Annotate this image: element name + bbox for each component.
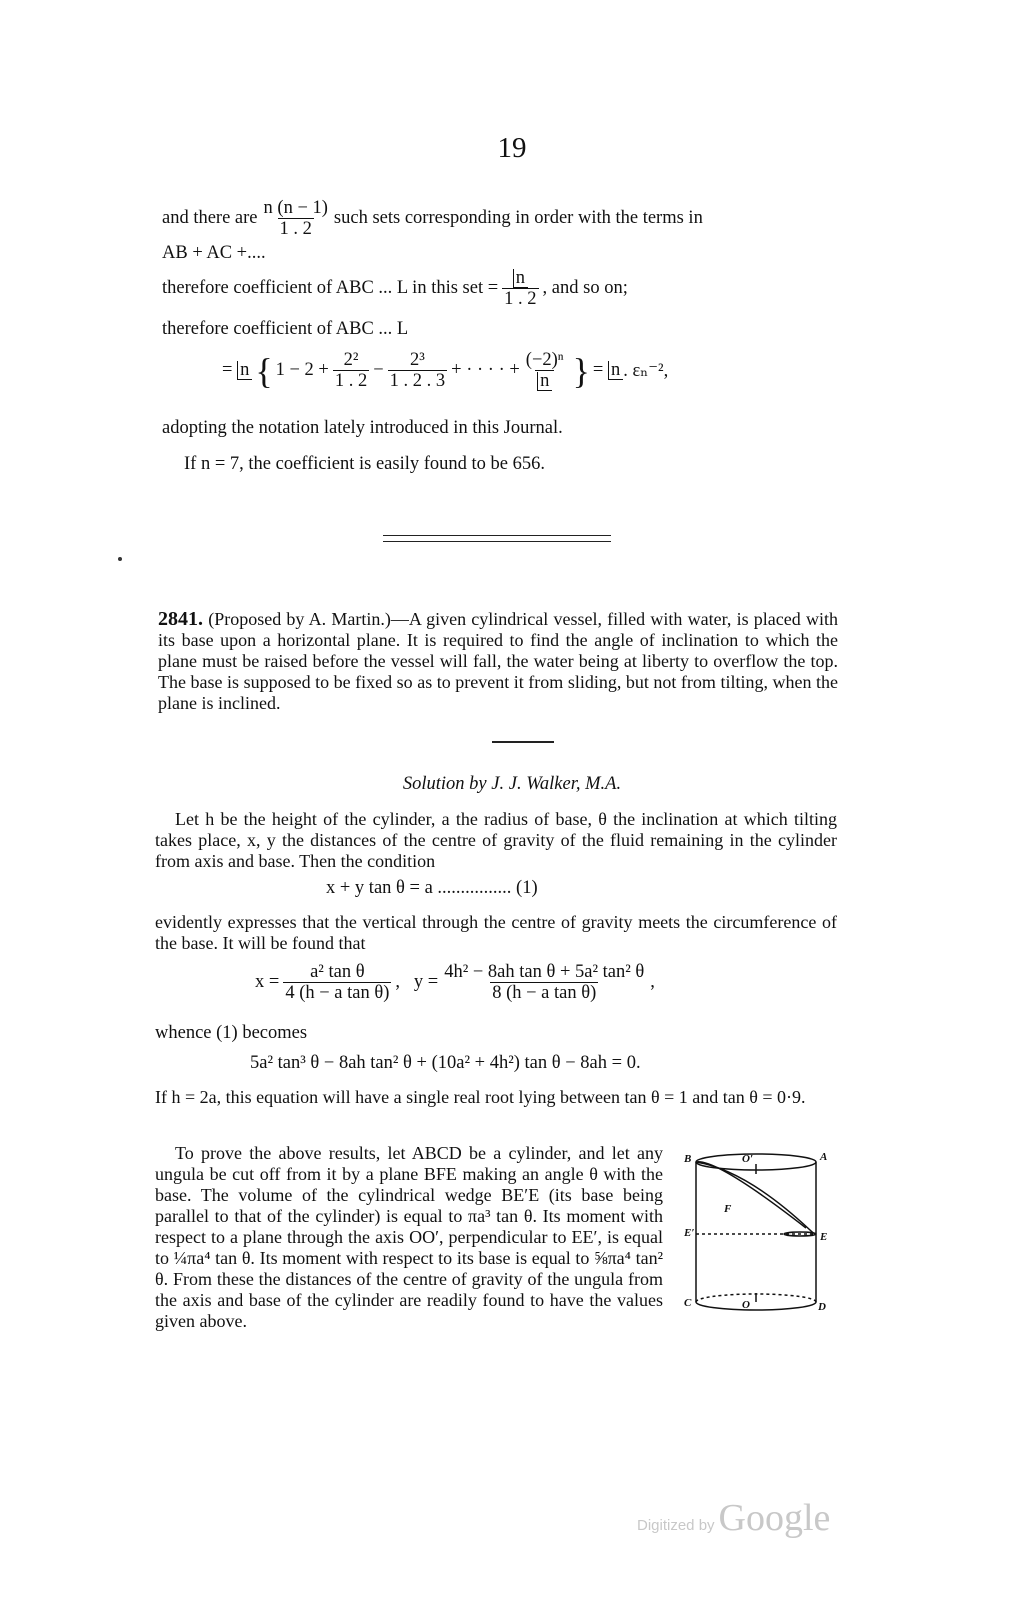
problem-text: —A given cylindrical vessel, filled with water, is placed with its base upon a horizontal plane. It is required to find the angle of inclination to which the plane must be raised before the vessel will fall, the water being at liberty to overflow the top. The base is supposed to be fixed so as to prevent it from sliding, but not from tilting, when the plane is inclined. [158, 609, 838, 713]
label-a: A [820, 1151, 828, 1163]
label-d: D [818, 1301, 826, 1313]
short-rule [492, 741, 554, 743]
solution-paragraph-1: Let h be the height of the cylinder, a the radius of base, θ the inclination at which tilting takes place, x, y the distances of the centre of gravity of the fluid remaining in the cylinder from axis and base. Then the condition [155, 809, 837, 871]
bottom-ellipse-front [696, 1302, 816, 1310]
problem-number: 2841. [158, 608, 203, 630]
separator-rule-bottom [383, 541, 611, 542]
solution-paragraph-5: To prove the above results, let ABCD be a cylinder, and let any ungula be cut off from it by a plane BFE making an angle θ with the base. The volume of the cylindrical wedge BE′E (its base being parallel to that of the cylinder) is equal to πa³ tan θ. Its moment with respect to a plane through the axis OO′, perpendicular to EE′, is equal to ¼πa⁴ tan θ. Its moment with respect to its base is equal to ⅝πa⁴ tan² θ. From these the distances of the centre of gravity of the ungula from the axis and base of the cylinder are readily found to have the values given above. [155, 1143, 663, 1331]
label-f: F [724, 1203, 732, 1215]
solution-paragraph-2: evidently expresses that the vertical through the centre of gravity meets the circumference of the base. It will be found that [155, 912, 837, 953]
label-c: C [684, 1297, 692, 1309]
solution-paragraph-4: If h = 2a, this equation will have a single real root lying between tan θ = 1 and tan θ = 0·9. [155, 1087, 806, 1107]
solution-heading: Solution by J. J. Walker, M.A. [402, 774, 622, 794]
text-line-3: therefore coefficient of ABC ... L in this set = $\frac{n}{1 . 2}$ , and so on; [162, 268, 628, 309]
label-o: O [742, 1299, 750, 1311]
solution-paragraph-3: whence (1) becomes [155, 1023, 308, 1043]
page-number: 19 [497, 132, 527, 164]
label-o-prime: O′ [742, 1153, 754, 1165]
fraction-n-factorial: $\frac{n}{1 . 2}$ [504, 268, 537, 309]
text-line-1: and there are $\frac{n (n - 1)}{1 . 2}$ such sets corresponding in order with the terms in [162, 198, 703, 239]
text-line-4: therefore coefficient of ABC ... L [162, 319, 409, 339]
separator-rule-top [383, 535, 611, 536]
text-line-6: If n = 7, the coefficient is easily found to be 656. [184, 454, 545, 474]
text-line-5: adopting the notation lately introduced in this Journal. [162, 418, 563, 438]
equation-1: x + y tan θ = a ................ (1) [326, 878, 538, 898]
label-e-prime: E′ [684, 1227, 695, 1239]
cylinder-figure [686, 1150, 832, 1330]
problem-2841 [158, 609, 838, 714]
label-e: E [820, 1231, 828, 1243]
fraction-n-n-minus-1: $\frac{n (n - 1)}{1 . 2}$ [263, 198, 328, 239]
coefficient-equation: = n { 1 − 2 + $\frac{\text{2²}}{1 . 2}$ − $\frac{\text{2³}}{1 . 2 . 3}$ + · · · · + $\frac{\text{(−2)ⁿ}}{n}$ } = n . εₙ⁻², [222, 350, 669, 391]
problem-proposer: (Proposed by A. Martin.) [208, 609, 391, 629]
equation-x-y: x = $\frac{\text{a² tan θ}}{\text{4 (h − a tan θ)}}$ , y = $\frac{\text{4h² − 8ah tan θ + 5a² tan² θ}}{\text{8 (h − a tan θ)}}$ , [255, 962, 655, 1003]
margin-speck [118, 557, 122, 561]
cutting-plane-back [696, 1162, 806, 1228]
google-watermark: Digitized by Google [637, 1497, 831, 1539]
text-line-2: AB + AC +.... [162, 243, 266, 263]
label-b: B [684, 1153, 692, 1165]
equation-cubic: 5a² tan³ θ − 8ah tan² θ + (10a² + 4h²) tan θ − 8ah = 0. [250, 1053, 641, 1073]
